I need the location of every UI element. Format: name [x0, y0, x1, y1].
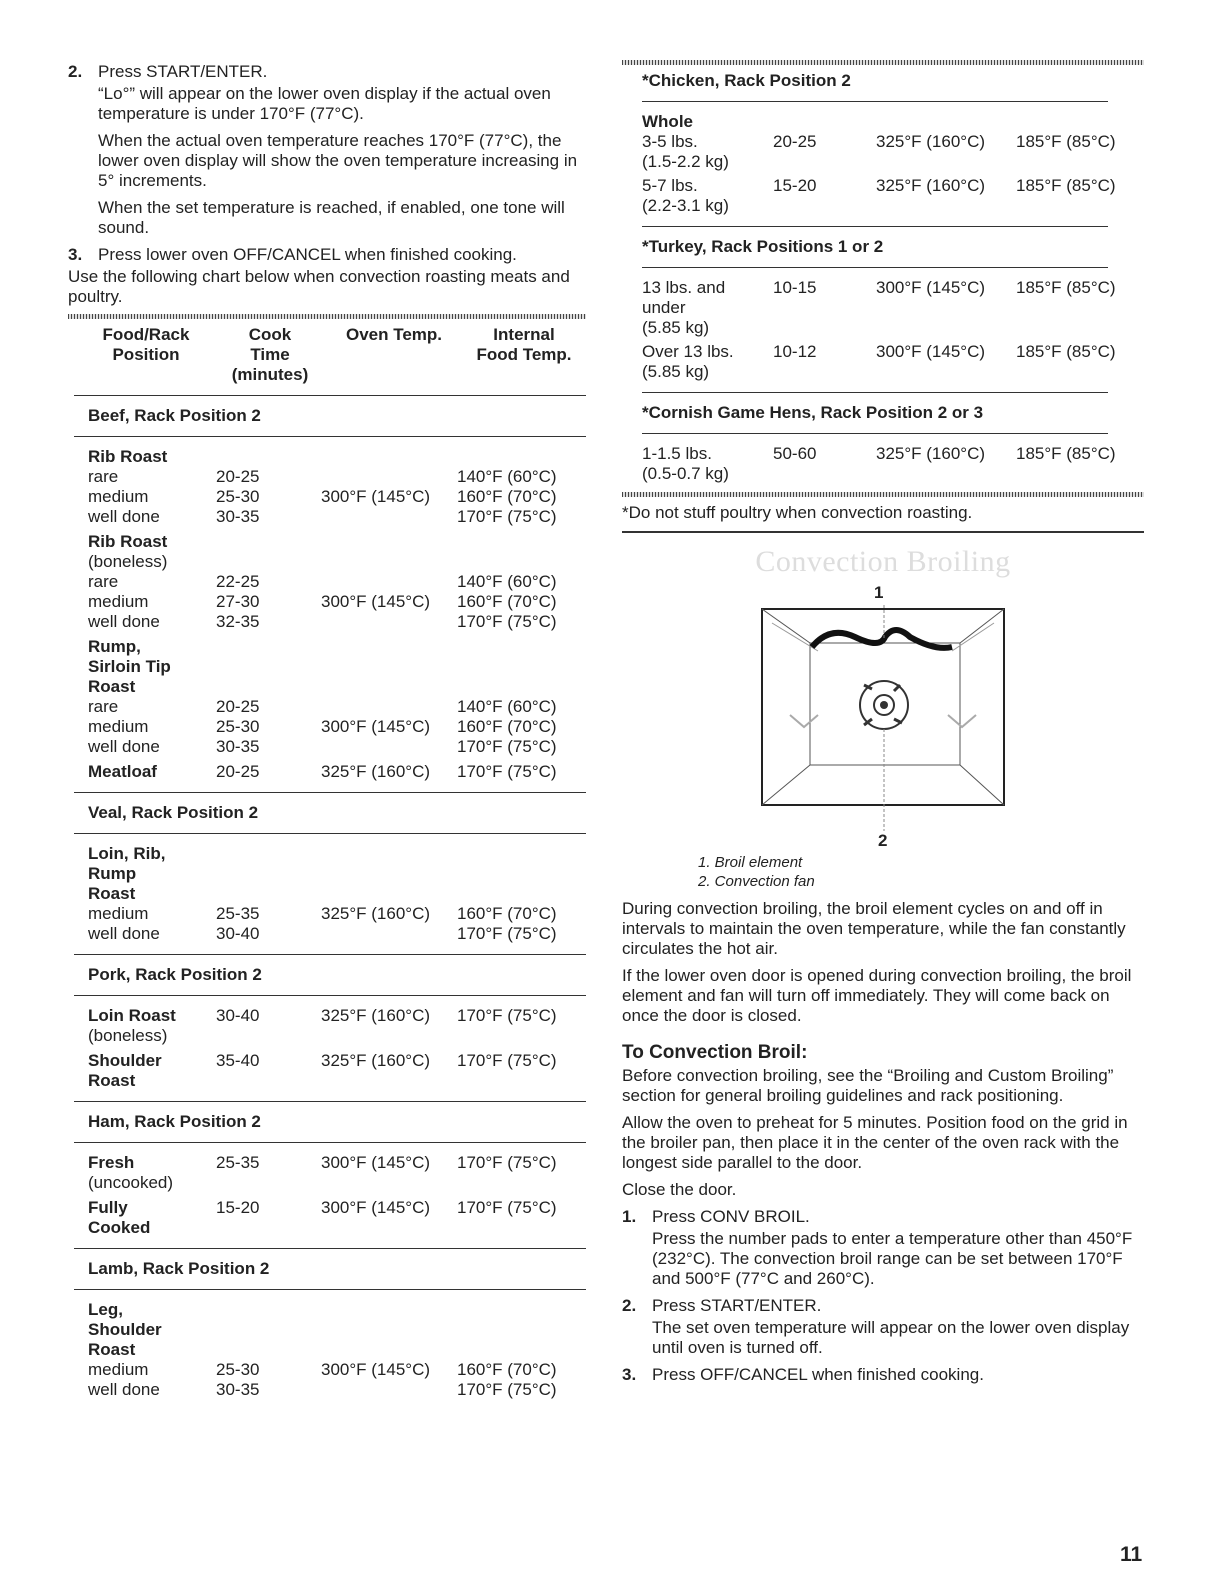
table-row: Fully Cooked 15-20 300°F (145°C) 170°F (75°C): [88, 1198, 557, 1237]
section-rule: [642, 433, 1108, 434]
table-row: Leg, Shoulder Roast medium well done 25-30 30-35 300°F (145°C) 160°F (70°C) 170°F (75°C): [88, 1300, 557, 1399]
table-row: Shoulder Roast 35-40 325°F (160°C) 170°F (75°C): [88, 1051, 557, 1090]
table-row: Fresh (uncooked) 25-35 300°F (145°C) 170°F (75°C): [88, 1153, 557, 1192]
legend-item-broil-element: 1. Broil element: [698, 854, 803, 871]
step-2-detail-1: “Lo°” will appear on the lower oven display if the actual oven temperature is under 170°F (77°C).: [98, 84, 551, 123]
step-2-detail-2: When the actual oven temperature reaches 170°F (77°C), the lower oven display will show the oven temperature increasing in 5° increments.: [98, 131, 578, 190]
section-title-beef: Beef, Rack Position 2: [88, 406, 261, 425]
table-row: Rib Roast rare medium well done 20-25 25-30 30-35 300°F (145°C) 140°F (60°C) 160°F (70°C) 170°F (75°C): [88, 447, 557, 526]
table-row: Rib Roast (boneless) rare medium well done 22-25 27-30 32-35 300°F (145°C) 140°F (60°C) 160°F (70°C) 170°F (75°C): [88, 532, 557, 631]
header-internal-temp: Internal Food Temp.: [476, 325, 572, 364]
step-3: [68, 245, 586, 265]
section-title-pork: Pork, Rack Position 2: [88, 965, 262, 984]
table-row: Loin, Rib, Rump Roast medium well done 25-35 30-40 325°F (160°C) 160°F (70°C) 170°F (75°C): [88, 844, 557, 943]
left-column: [68, 62, 586, 1405]
paragraph: Close the door.: [622, 1180, 737, 1199]
paragraph: During convection broiling, the broil element cycles on and off in intervals to maintain the oven temperature, while the fan constantly circulates the hot air.: [622, 899, 1126, 958]
section-title-lamb: Lamb, Rack Position 2: [88, 1259, 270, 1278]
broil-step-1-detail: Press the number pads to enter a temperature other than 450°F (232°C). The convection broil range can be set between 170°F and 500°F (77°C and 260°C).: [652, 1229, 1133, 1288]
broil-step-2: 2. Press START/ENTER.: [622, 1296, 822, 1315]
section-rule: [74, 995, 586, 996]
step-2: [68, 62, 586, 82]
section-rule: [74, 1248, 586, 1249]
dotted-rule: [622, 492, 1144, 497]
paragraph: Before convection broiling, see the “Broiling and Custom Broiling” section for general broiling guidelines and rack positioning.: [622, 1066, 1114, 1105]
table-row: Loin Roast (boneless) 30-40 325°F (160°C) 170°F (75°C): [88, 1006, 557, 1045]
paragraph: Allow the oven to preheat for 5 minutes. Position food on the grid in the broiler pan, then place it in the center of the oven rack with the longest side parallel to the door.: [622, 1113, 1128, 1172]
section-rule: [642, 226, 1108, 227]
step-text: Press START/ENTER.: [98, 62, 268, 81]
section-rule: [74, 792, 586, 793]
section-rule: [74, 1142, 586, 1143]
table-row: Over 13 lbs. (5.85 kg) 10-12 300°F (145°C) 185°F (85°C): [642, 342, 1116, 381]
section-title-chicken: *Chicken, Rack Position 2: [642, 71, 851, 90]
section-title-convection-broiling: Convection Broiling: [755, 545, 1011, 578]
broil-step-1: 1. Press CONV BROIL.: [622, 1207, 810, 1226]
step-text: Press lower oven OFF/CANCEL when finished cooking.: [98, 245, 517, 264]
section-title-turkey: *Turkey, Rack Positions 1 or 2: [642, 237, 884, 256]
legend-item-convection-fan: 2. Convection fan: [698, 873, 815, 890]
oven-cavity-illustration: [760, 605, 1020, 835]
table-row: 3-5 lbs. (1.5-2.2 kg) 20-25 325°F (160°C) 185°F (85°C): [642, 132, 1116, 171]
subheading: To Convection Broil:: [622, 1042, 808, 1063]
oven-diagram: [622, 583, 1144, 853]
section-divider: [622, 531, 1144, 533]
table-row: Rump, Sirloin Tip Roast rare medium well done 20-25 25-30 30-35 300°F (145°C) 140°F (60°C) 160°F (70°C) 170°F (75°C): [88, 637, 557, 756]
section-title-cornish-hens: *Cornish Game Hens, Rack Position 2 or 3: [642, 403, 984, 422]
subsection-whole: Whole: [642, 112, 693, 131]
dotted-rule: [622, 60, 1144, 65]
table-row: 1-1.5 lbs. (0.5-0.7 kg) 50-60 325°F (160°C) 185°F (85°C): [642, 444, 1116, 483]
section-rule: [74, 1101, 586, 1102]
broil-step-2-detail: The set oven temperature will appear on the lower oven display until oven is turned off.: [652, 1318, 1130, 1357]
section-rule: [642, 392, 1108, 393]
table-row: 13 lbs. and under (5.85 kg) 10-15 300°F (145°C) 185°F (85°C): [642, 278, 1116, 337]
callout-1: 1: [874, 583, 884, 602]
dotted-rule: [68, 314, 586, 319]
footnote: *Do not stuff poultry when convection roasting.: [622, 503, 973, 522]
table-row: 5-7 lbs. (2.2-3.1 kg) 15-20 325°F (160°C) 185°F (85°C): [642, 176, 1116, 215]
section-rule: [642, 267, 1108, 268]
paragraph: If the lower oven door is opened during convection broiling, the broil element and fan will turn off immediately. They will come back on once the door is closed.: [622, 966, 1132, 1025]
table-row: Meatloaf 20-25 325°F (160°C) 170°F (75°C): [88, 762, 557, 781]
callout-2: 2: [878, 831, 888, 850]
header-food-rack: Food/Rack Position: [102, 325, 190, 364]
step-number: 2.: [68, 62, 83, 81]
page-number: 11: [1120, 1543, 1143, 1566]
section-rule: [74, 436, 586, 437]
section-rule: [74, 833, 586, 834]
section-rule: [74, 1289, 586, 1290]
broil-step-3: 3. Press OFF/CANCEL when finished cooking.: [622, 1365, 984, 1384]
header-cook-time: Cook Time (minutes): [231, 325, 309, 384]
section-title-veal: Veal, Rack Position 2: [88, 803, 259, 822]
section-rule: [642, 101, 1108, 102]
header-oven-temp: Oven Temp.: [345, 325, 443, 344]
section-title-ham: Ham, Rack Position 2: [88, 1112, 261, 1131]
step-2-detail-3: When the set temperature is reached, if enabled, one tone will sound.: [98, 198, 565, 237]
chart-intro: Use the following chart below when convection roasting meats and poultry.: [68, 267, 570, 306]
step-number: 3.: [68, 245, 83, 264]
diagram-legend: [698, 853, 1144, 891]
section-rule: [74, 954, 586, 955]
section-rule: [74, 395, 586, 396]
table-header: [76, 325, 586, 385]
right-column: [622, 60, 1144, 1387]
